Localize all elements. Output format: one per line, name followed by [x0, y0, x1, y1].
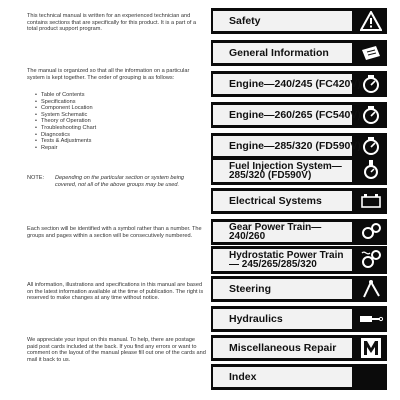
list-item: • System Schematic [35, 112, 96, 119]
tab-general-information[interactable] [211, 40, 387, 66]
fuel-injector-icon [357, 157, 385, 183]
tab-engine-240-245[interactable] [211, 71, 387, 97]
engine-icon [357, 102, 385, 128]
note-label: NOTE: [27, 175, 45, 181]
tab-label: Fuel Injection System— 285/320 (FD590V) [213, 160, 352, 182]
list-item: • Troubleshooting Chart [35, 125, 96, 132]
tab-engine-285-320[interactable] [211, 133, 387, 159]
tab-electrical-systems[interactable] [211, 188, 387, 214]
list-item: • Repair [35, 145, 96, 152]
list-item: • Tests & Adjustments [35, 138, 96, 145]
list-item: • Specifications [35, 99, 96, 106]
tab-label: Gear Power Train— 240/260 [213, 222, 352, 242]
tab-label: Engine—285/320 (FD590V) [213, 136, 352, 156]
letter-m-icon [357, 335, 385, 361]
tab-hydrostatic-power-train[interactable] [211, 246, 387, 274]
intro-paragraph-4: All information, illustrations and specifications in this manual are based on the latest information available at the time of publication. The right is reserved to make changes at any time without notice. [27, 282, 204, 302]
warning-triangle-icon [357, 8, 385, 34]
hydrostatic-icon [357, 246, 385, 272]
tab-miscellaneous-repair[interactable] [211, 335, 387, 361]
tab-label: Index [213, 367, 352, 387]
tab-label: Steering [213, 279, 352, 299]
tab-safety[interactable] [211, 8, 387, 34]
list-item: • Component Location [35, 105, 96, 112]
steering-icon [357, 276, 385, 302]
list-item: • Theory of Operation [35, 118, 96, 125]
tab-label: Miscellaneous Repair [213, 338, 352, 358]
tab-hydraulics[interactable] [211, 306, 387, 332]
tab-label: Electrical Systems [213, 191, 352, 211]
tab-label: Engine—240/245 (FC420V) [213, 74, 352, 94]
engine-icon [357, 71, 385, 97]
tab-label: Hydraulics [213, 309, 352, 329]
section-tabs [211, 0, 387, 400]
tab-label: Safety [213, 11, 352, 31]
tab-index[interactable] [211, 364, 387, 390]
tab-steering[interactable] [211, 276, 387, 302]
battery-icon [357, 188, 385, 214]
tab-label: Engine—260/265 (FC540V) [213, 105, 352, 125]
note-text: Depending on the particular section or system being covered, not all of the above groups may be used. [55, 175, 185, 188]
tab-label: Hydrostatic Power Train— 245/265/285/320 [213, 249, 352, 271]
tab-engine-260-265[interactable] [211, 102, 387, 128]
intro-paragraph-2: The manual is organized so that all the information on a particular system is kept together. The order of grouping is as follows: [27, 68, 190, 81]
engine-icon [357, 133, 385, 159]
tab-label: General Information [213, 43, 352, 63]
tab-gear-power-train[interactable] [211, 219, 387, 245]
intro-paragraph-3: Each section will be identified with a symbol rather than a number. The groups and pages within a section will be consecutively numbered. [27, 226, 202, 239]
list-item: • Table of Contents [35, 92, 96, 99]
hydraulic-cylinder-icon [357, 306, 385, 332]
intro-paragraph-5: We appreciate your input on this manual. To help, there are postage paid post cards included at the back. If you find any errors or want to comment on the layout of the manual please fill out one of the cards and mail it back to us. [27, 337, 206, 363]
list-item: • Diagnostics [35, 132, 96, 139]
tab-fuel-injection-system[interactable] [211, 157, 387, 185]
intro-paragraph-1: This technical manual is written for an experienced technician and contains sections that are specifically for this product. It is a part of a total product support program. [27, 13, 197, 33]
manual-book-icon [357, 40, 385, 66]
gears-icon [357, 219, 385, 245]
grouping-list [35, 92, 96, 151]
